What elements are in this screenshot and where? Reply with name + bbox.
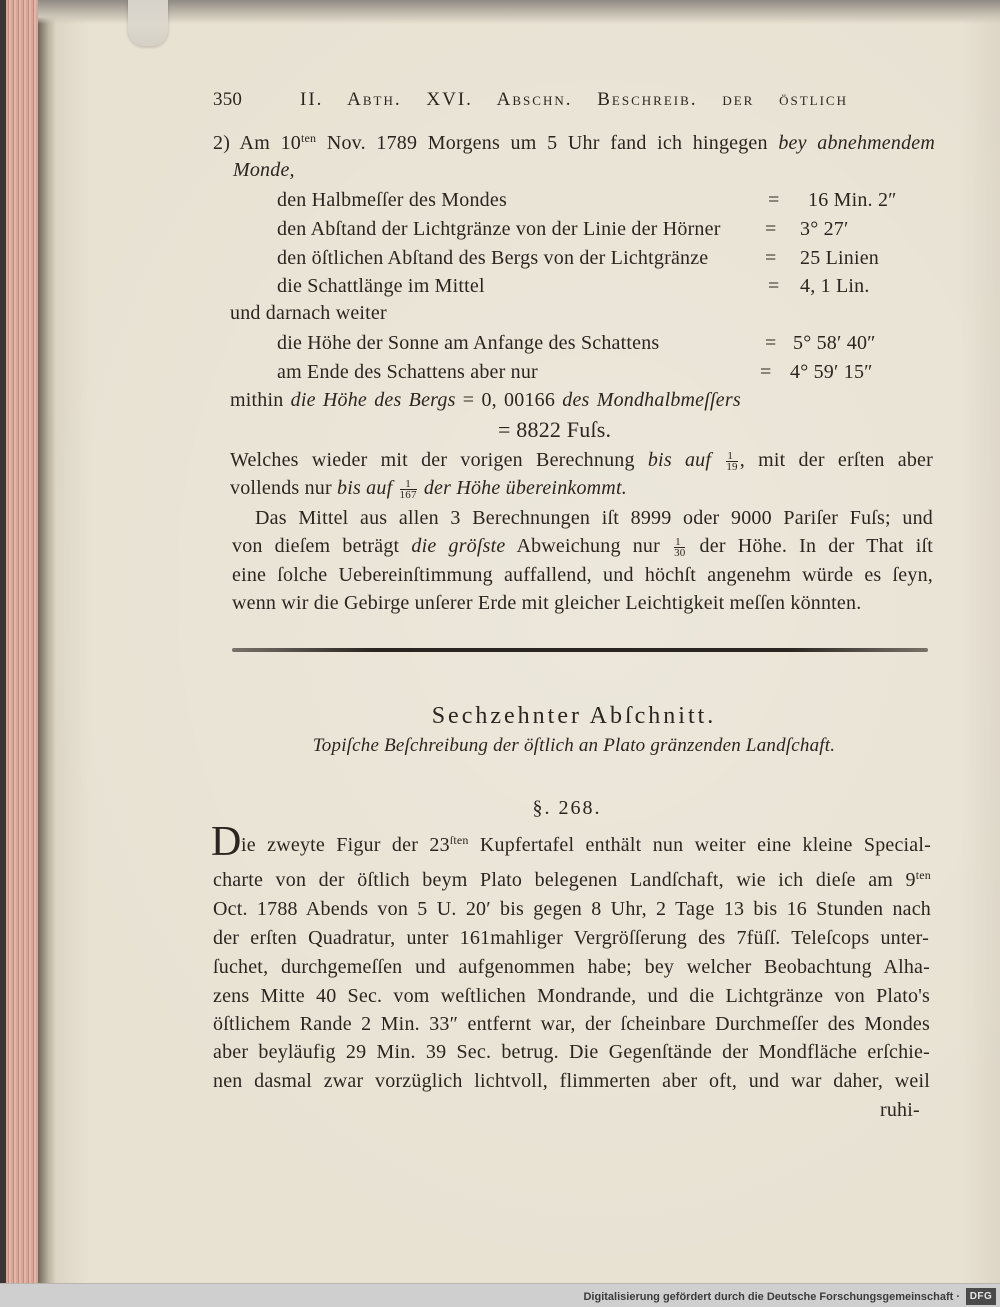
paragraph-number: §. 268. — [532, 797, 602, 819]
measurement-value: 25 Linien — [800, 247, 880, 269]
summary-line: wenn wir die Gebirge unſerer Erde mit gleicher Leichtigkeit meſſen könnten. — [232, 592, 862, 614]
page-number: 350 — [213, 89, 243, 110]
fraction-denominator: 30 — [674, 546, 686, 559]
equals-sign: = — [765, 218, 777, 240]
summary-text-end: der Höhe. In der That iſt — [687, 535, 933, 557]
measurement-label: den Halbmeſſer des Mondes — [277, 189, 507, 211]
summary-text: von dieſem beträgt — [232, 535, 412, 557]
fraction-numerator: 1 — [726, 451, 737, 462]
sun-height-row — [0, 331, 1000, 355]
body-line: nen dasmal zwar vorzüglich lichtvoll, flimmerten aber oft, und war daher, weil — [213, 1070, 930, 1092]
body-line: der erſten Quadratur, unter 161mahliger Vergröſſerung des 7füſſ. Teleſcops unter- — [213, 927, 929, 949]
summary-italic: die gröſste — [411, 535, 506, 557]
intro-italic-continuation: Monde, — [233, 159, 295, 181]
fraction-denominator: 19 — [726, 460, 738, 473]
body-line: aber beyläufig 29 Min. 39 Sec. betrug. Die Gegenſtände der Mondfläche erſchie- — [213, 1041, 930, 1063]
result-feet: = 8822 Fuſs. — [498, 417, 612, 442]
fraction — [400, 479, 417, 500]
comparison-italic-cont: der Höhe übereinkommt. — [418, 477, 627, 499]
summary-text-cont: Abweichung nur — [505, 535, 673, 557]
summary-line — [232, 534, 933, 558]
comparison-text: Welches wieder mit der vorigen Berechnung — [230, 449, 648, 471]
measurement-label: den öſtlichen Abſtand des Bergs von der Lichtgränze — [277, 247, 709, 269]
fraction-denominator: 167 — [399, 488, 417, 501]
equals-sign: = — [765, 247, 777, 269]
sun-height-row — [0, 360, 1000, 384]
intro-text: 2) Am 10 — [213, 132, 301, 154]
summary-line: Das Mittel aus allen 3 Berechnungen iſt 8999 oder 9000 Pariſer Fuſs; und — [255, 507, 933, 529]
equals-sign: = — [768, 189, 780, 211]
fraction-numerator: 1 — [400, 479, 417, 490]
comparison-line — [230, 476, 627, 500]
measurement-row — [0, 188, 1000, 212]
section-title: Sechzehnter Abſchnitt. — [431, 703, 717, 729]
measurement-value: 3° 27′ — [800, 218, 849, 240]
body-line: Oct. 1788 Abends von 5 U. 20′ bis gegen 8 Uhr, 2 Tage 13 bis 16 Stunden nach — [213, 898, 931, 920]
running-title: II. Abth. XVI. Abschn. Beschreib. der östlich — [300, 89, 848, 110]
comparison-text-cont: , mit der erſten aber — [739, 449, 933, 471]
measurement-value: 4° 59′ 15″ — [790, 361, 873, 383]
body-line — [241, 833, 931, 857]
body-text: charte von der öſtlich beym Plato belegenen Landſchaft, wie ich dieſe am 9 — [213, 869, 916, 891]
section-divider — [232, 648, 928, 652]
result-value: = 0, 00166 — [455, 389, 563, 411]
equals-sign: = — [768, 275, 780, 297]
body-superscript: ſten — [449, 833, 469, 847]
top-shadow — [38, 0, 1000, 24]
measurement-label: die Höhe der Sonne am Anfange des Schattens — [277, 332, 660, 354]
comparison-italic: bis auf — [337, 477, 393, 499]
measurement-row — [0, 274, 1000, 298]
measurement-label: am Ende des Schattens aber nur — [277, 361, 538, 383]
equals-sign: = — [765, 332, 777, 354]
observation-intro-line — [213, 131, 935, 155]
measurement-row — [0, 246, 1000, 270]
measurement-value: 16 Min. 2″ — [808, 189, 897, 211]
digitization-credit: Digitalisierung gefördert durch die Deutsche Forschungsgemeinschaft · — [583, 1291, 960, 1303]
section-subtitle: Topiſche Beſchreibung der öſtlich an Plato gränzenden Landſchaft. — [312, 735, 836, 756]
equals-sign: = — [760, 361, 772, 383]
body-text-cont: Kupfertafel enthält nun weiter eine kleine Special- — [468, 834, 932, 856]
summary-line: eine ſolche Uebereinſtimmung auffallend, und höchſt angenehm würde es ſeyn, — [232, 564, 933, 586]
intro-italic: bey abnehmendem — [778, 132, 935, 154]
drop-cap: D — [211, 819, 242, 865]
comparison-line — [230, 448, 933, 472]
transition-text: und darnach weiter — [230, 302, 387, 324]
fraction — [726, 451, 737, 472]
result-text: mithin — [230, 389, 291, 411]
catchword: ruhi- — [880, 1099, 920, 1121]
body-line: zens Mitte 40 Sec. vom weſtlichen Mondrande, und die Lichtgränze von Plato's — [213, 985, 930, 1007]
measurement-label: die Schattlänge im Mittel — [277, 275, 485, 297]
dfg-logo: DFG — [966, 1288, 996, 1305]
body-text: ie zweyte Figur der 23 — [241, 834, 450, 856]
comparison-italic: bis auf — [647, 449, 712, 471]
comparison-text: vollends nur — [230, 477, 338, 499]
fraction — [674, 537, 685, 558]
intro-text-cont: Nov. 1789 Morgens um 5 Uhr fand ich hingegen — [316, 132, 779, 154]
body-line — [213, 868, 931, 892]
body-line: öſtlichem Rande 2 Min. 33″ entfernt war, der ſcheinbare Durchmeſſer des Mondes — [213, 1013, 930, 1035]
measurement-value: 5° 58′ 40″ — [793, 332, 876, 354]
result-unit-italic: des Mondhalbmeſſers — [562, 389, 741, 411]
bookmark-clip — [128, 0, 168, 46]
result-line — [230, 388, 741, 412]
intro-superscript: ten — [300, 131, 317, 145]
body-superscript: ten — [915, 868, 931, 882]
fraction-numerator: 1 — [674, 537, 685, 548]
result-italic: die Höhe des Bergs — [290, 389, 456, 411]
measurement-value: 4, 1 Lin. — [800, 275, 870, 297]
body-line: ſuchet, durchgemeſſen und aufgenommen habe; bey welcher Beobachtung Alha- — [213, 956, 930, 978]
measurement-row — [0, 217, 1000, 241]
measurement-label: den Abſtand der Lichtgränze von der Linie der Hörner — [277, 218, 721, 240]
